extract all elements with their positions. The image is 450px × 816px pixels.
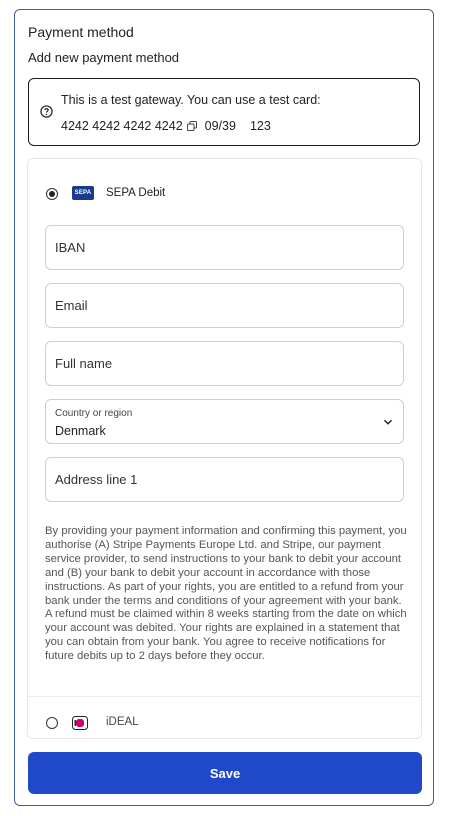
test-card-cvc: 123 (249, 119, 271, 133)
notice-text: This is a test gateway. You can use a test card: (61, 93, 321, 107)
full-name-input[interactable] (45, 341, 404, 386)
sepa-mandate-text: By providing your payment information and confirming this payment, you authorise (A) Stripe Payments Europe Ltd. and Stripe, our payment service provider, to send instructions to your bank to debit your account and (B) your bank to debit your account in accordance with those instructions. As part of your rights, you are entitled to a refund from your bank under the terms and conditions of your agreement with your bank. A refund must be claimed within 8 weeks starting from the date on which your account was debited. Your rights are explained in a statement that you can obtain from your bank. You agree to receive notifications for future debits up to 2 days before they occur. (45, 525, 407, 663)
country-select[interactable] (45, 399, 404, 444)
page-subtitle: Add new payment method (28, 50, 180, 65)
payment-method-card (14, 9, 434, 806)
question-circle-icon (40, 105, 53, 118)
chevron-down-icon (383, 417, 393, 427)
sepa-label[interactable]: SEPA Debit (106, 187, 166, 199)
iban-placeholder: IBAN (55, 240, 86, 255)
sepa-logo-icon: SEPA (72, 186, 94, 200)
test-gateway-notice (28, 78, 420, 146)
ideal-logo-icon (72, 716, 88, 730)
test-card-expiry: 09/39 (204, 119, 236, 133)
email-input[interactable] (45, 283, 404, 328)
country-label: Country or region (55, 408, 133, 419)
page-title: Payment method (28, 24, 134, 40)
divider (28, 696, 421, 697)
payment-methods-list (27, 158, 422, 739)
iban-input[interactable] (45, 225, 404, 270)
address-line1-input[interactable] (45, 457, 404, 502)
ideal-label[interactable]: iDEAL (106, 716, 139, 728)
copy-icon[interactable] (187, 121, 197, 131)
ideal-radio[interactable] (46, 717, 58, 729)
sepa-radio[interactable] (46, 188, 58, 200)
email-placeholder: Email (55, 298, 88, 313)
test-card-details (61, 119, 271, 133)
save-button[interactable]: Save (28, 752, 422, 794)
address-line1-placeholder: Address line 1 (55, 472, 138, 487)
test-card-number: 4242 4242 4242 4242 (61, 119, 183, 133)
country-value: Denmark (55, 424, 106, 438)
full-name-placeholder: Full name (55, 356, 113, 371)
